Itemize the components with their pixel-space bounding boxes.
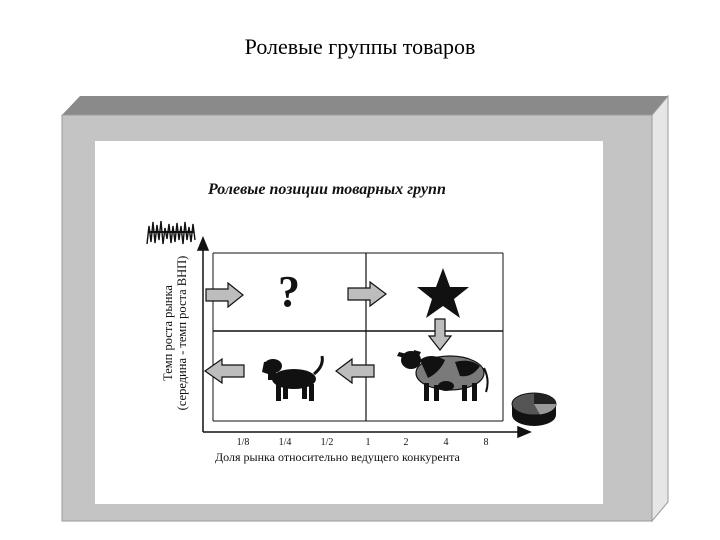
y-axis-label-line1: Темп роста рынка (161, 285, 175, 381)
x-tick-label: 8 (483, 437, 489, 448)
question-mark-icon: ? (278, 267, 300, 316)
slide-title: Ролевые группы товаров (244, 34, 476, 59)
y-axis-label (161, 233, 189, 433)
x-tick-label: 1/8 (236, 437, 250, 448)
y-axis-label-line2: (середина - темп роста ВНП) (175, 255, 189, 411)
diagram-title: Ролевые позиции товарных групп (208, 181, 446, 198)
pie-chart-icon (512, 393, 556, 426)
x-tick-label: 1/2 (320, 437, 334, 448)
x-tick-label: 4 (443, 437, 449, 448)
frame-right-bevel (652, 96, 668, 521)
x-tick-label: 1 (365, 437, 371, 448)
x-tick-label: 2 (403, 437, 409, 448)
x-tick-label: 1/4 (278, 437, 292, 448)
x-axis-label: Доля рынка относительно ведущего конкурента (215, 450, 460, 464)
frame-top-bevel (62, 96, 668, 115)
